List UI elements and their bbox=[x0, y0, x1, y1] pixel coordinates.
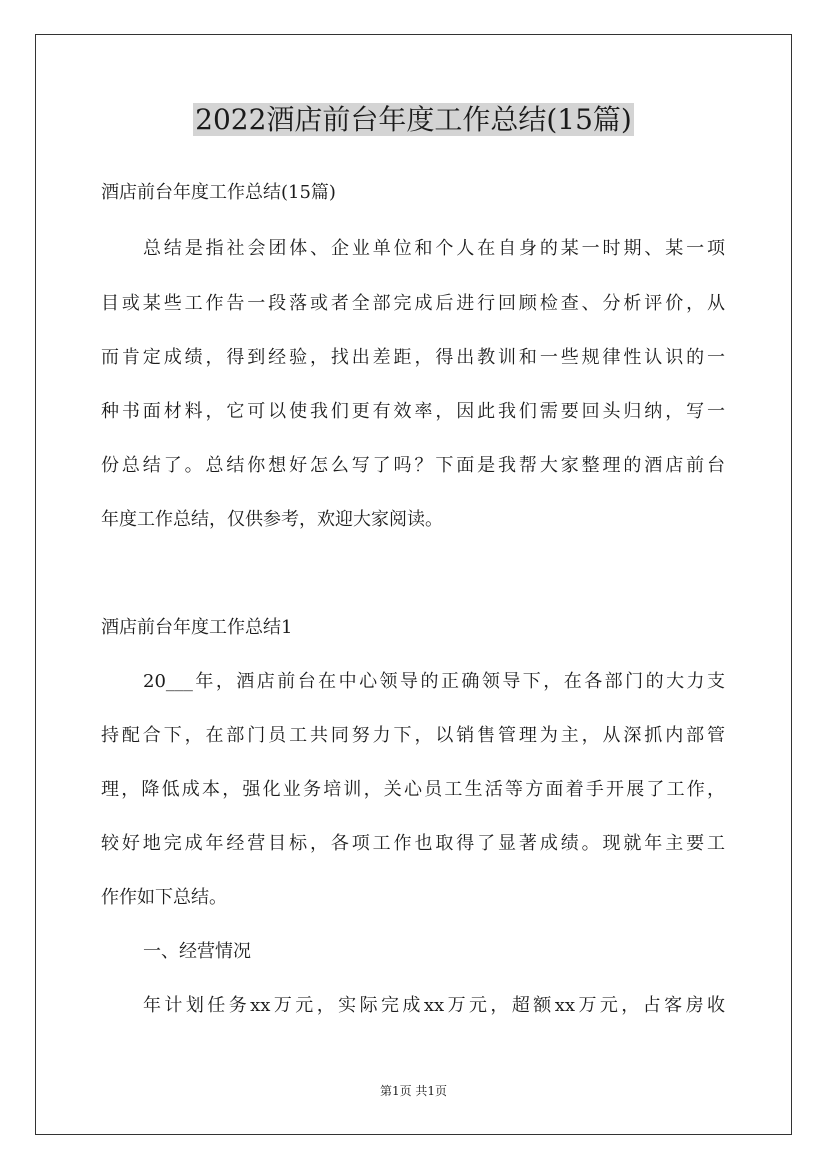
section-heading: 酒店前台年度工作总结1 bbox=[101, 617, 293, 638]
page-number: 第1页 共1页 bbox=[379, 1084, 448, 1098]
intro-line: 年度工作总结，仅供参考，欢迎大家阅读。 bbox=[101, 509, 443, 530]
document-subtitle: 酒店前台年度工作总结(15篇) bbox=[101, 182, 336, 203]
intro-line: 而肯定成绩，得到经验，找出差距，得出教训和一些规律性认识的一 bbox=[101, 347, 725, 368]
intro-line: 种书面材料，它可以使我们更有效率，因此我们需要回头归纳，写一 bbox=[101, 401, 725, 422]
section-line: 较好地完成年经营目标，各项工作也取得了显著成绩。现就年主要工 bbox=[101, 833, 725, 854]
intro-line: 目或某些工作告一段落或者全部完成后进行回顾检查、分析评价，从 bbox=[101, 293, 725, 314]
document-title: 2022酒店前台年度工作总结(15篇) bbox=[195, 103, 632, 136]
intro-line: 总结是指社会团体、企业单位和个人在自身的某一时期、某一项 bbox=[143, 238, 725, 259]
section-line: 20___年，酒店前台在中心领导的正确领导下，在各部门的大力支 bbox=[143, 671, 725, 692]
intro-line: 份总结了。总结你想好怎么写了吗？下面是我帮大家整理的酒店前台 bbox=[101, 455, 725, 476]
section-line: 持配合下，在部门员工共同努力下，以销售管理为主，从深抓内部管 bbox=[101, 725, 725, 746]
subheading: 一、经营情况 bbox=[143, 941, 251, 962]
section-line: 作作如下总结。 bbox=[101, 887, 227, 908]
body-line: 年计划任务xx万元，实际完成xx万元，超额xx万元，占客房收 bbox=[143, 995, 725, 1016]
section-line: 理，降低成本，强化业务培训，关心员工生活等方面着手开展了工作， bbox=[101, 779, 725, 800]
